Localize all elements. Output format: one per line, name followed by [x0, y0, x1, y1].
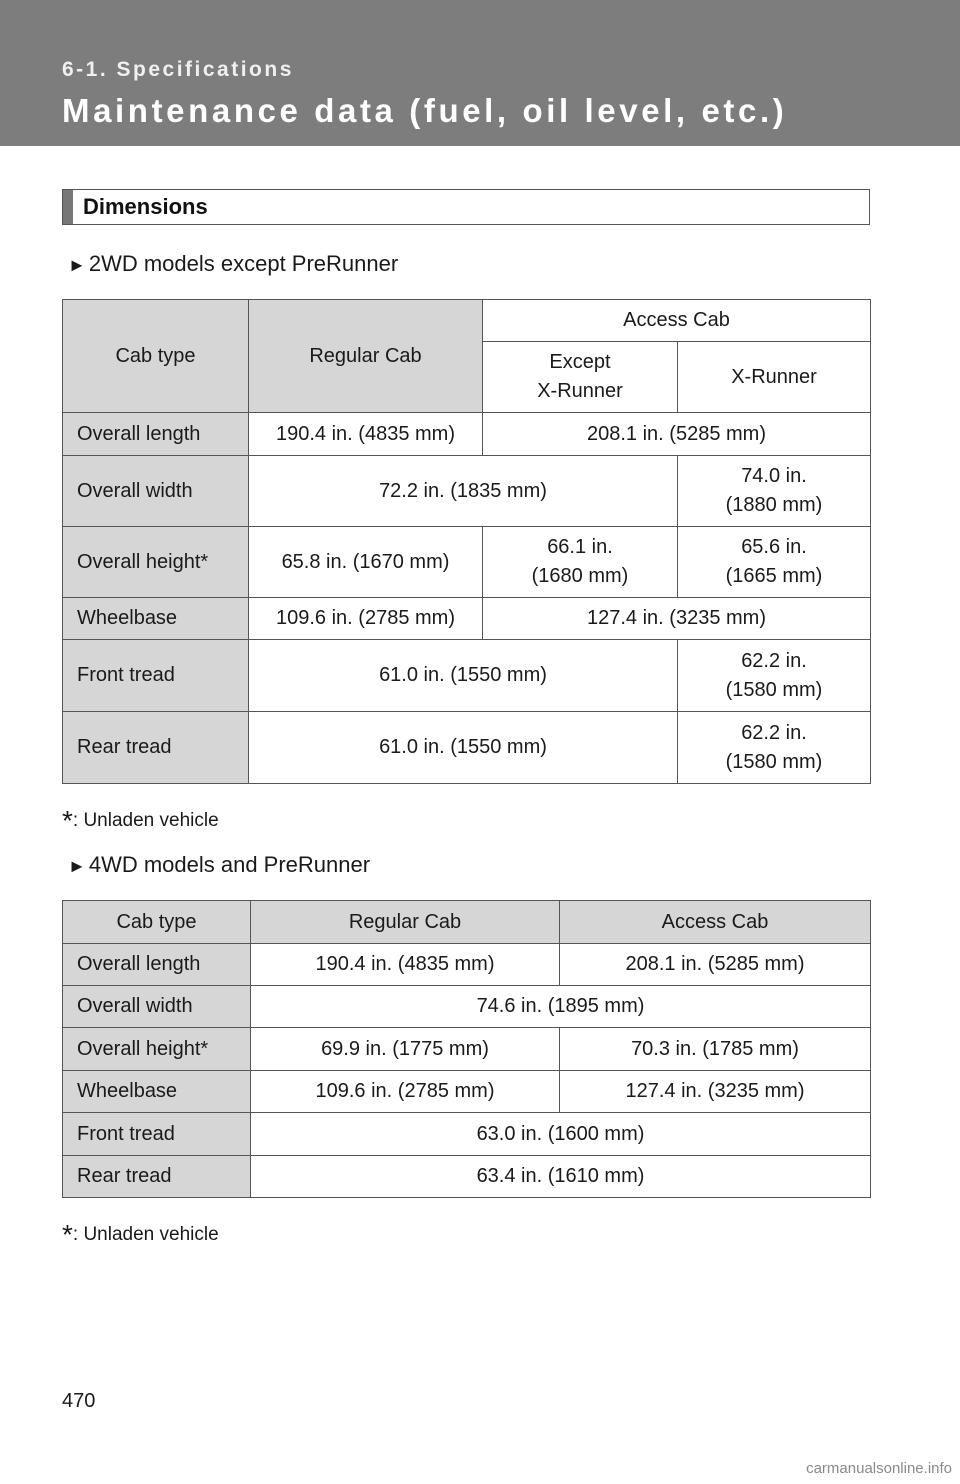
table-row: [63, 640, 871, 712]
dimensions-table-2wd: [62, 299, 871, 784]
cell-value: 61.0 in. (1550 mm): [249, 640, 678, 712]
cell-value: 109.6 in. (2785 mm): [249, 598, 483, 640]
table1-heading-text: 2WD models except PreRunner: [88, 251, 399, 276]
header-except-xrunner: Except X-Runner: [483, 342, 678, 413]
cell-value: 190.4 in. (4835 mm): [249, 413, 483, 456]
footnote-2: [62, 1219, 219, 1251]
page-header: [0, 0, 960, 146]
cell-value: 63.4 in. (1610 mm): [251, 1156, 871, 1198]
row-label: Front tread: [63, 640, 249, 712]
section-label: 6-1. Specifications: [62, 58, 294, 81]
page-title: Maintenance data (fuel, oil level, etc.): [62, 92, 788, 129]
header-regular-cab: Regular Cab: [251, 901, 560, 944]
row-label: Wheelbase: [63, 598, 249, 640]
header-xrunner: X-Runner: [678, 342, 871, 413]
cell-value: 74.0 in. (1880 mm): [678, 456, 871, 527]
page-number: 470: [62, 1390, 96, 1412]
row-label: Overall length: [63, 944, 251, 986]
header-regular-cab: Regular Cab: [249, 300, 483, 413]
watermark: carmanualsonline.info: [806, 1460, 952, 1477]
header-cab-type: Cab type: [63, 901, 251, 944]
row-label: Rear tread: [63, 712, 249, 784]
header-access-cab: Access Cab: [560, 901, 871, 944]
table-row: [63, 1156, 871, 1198]
row-label: Overall width: [63, 986, 251, 1028]
row-label: Overall width: [63, 456, 249, 527]
arrow-right-icon: ►: [68, 255, 86, 275]
footnote-text: : Unladen vehicle: [72, 1224, 219, 1245]
cell-value: 62.2 in. (1580 mm): [678, 640, 871, 712]
cell-value: 109.6 in. (2785 mm): [251, 1071, 560, 1113]
table-row: [63, 901, 871, 944]
cell-value: 190.4 in. (4835 mm): [251, 944, 560, 986]
footnote-text: : Unladen vehicle: [72, 810, 219, 831]
dimensions-table-4wd: [62, 900, 871, 1198]
cell-value: 62.2 in. (1580 mm): [678, 712, 871, 784]
row-label: Overall length: [63, 413, 249, 456]
table-row: [63, 986, 871, 1028]
cell-value: 127.4 in. (3235 mm): [560, 1071, 871, 1113]
footnote-star: *: [62, 805, 73, 836]
table2-heading: [68, 852, 370, 878]
table-row: [63, 300, 871, 342]
cell-value: 208.1 in. (5285 mm): [560, 944, 871, 986]
table-row: [63, 456, 871, 527]
cell-value: 127.4 in. (3235 mm): [483, 598, 871, 640]
footnote-1: [62, 805, 219, 837]
table-row: [63, 1071, 871, 1113]
cell-value: 61.0 in. (1550 mm): [249, 712, 678, 784]
table-row: [63, 1113, 871, 1156]
cell-value: 70.3 in. (1785 mm): [560, 1028, 871, 1071]
cell-value: 72.2 in. (1835 mm): [249, 456, 678, 527]
cell-value: 69.9 in. (1775 mm): [251, 1028, 560, 1071]
table1-heading: [68, 251, 398, 277]
row-label: Wheelbase: [63, 1071, 251, 1113]
table-row: [63, 598, 871, 640]
table-row: [63, 712, 871, 784]
row-label: Rear tread: [63, 1156, 251, 1198]
arrow-right-icon: ►: [68, 856, 86, 876]
table-row: [63, 944, 871, 986]
cell-value: 208.1 in. (5285 mm): [483, 413, 871, 456]
row-label: Overall height*: [63, 527, 249, 598]
table-row: [63, 1028, 871, 1071]
table-row: [63, 527, 871, 598]
cell-value: 65.6 in. (1665 mm): [678, 527, 871, 598]
table-row: [63, 413, 871, 456]
cell-value: 65.8 in. (1670 mm): [249, 527, 483, 598]
table2-heading-text: 4WD models and PreRunner: [88, 852, 371, 877]
dimensions-heading: Dimensions: [83, 194, 208, 219]
cell-value: 66.1 in. (1680 mm): [483, 527, 678, 598]
heading-marker: [63, 190, 73, 224]
dimensions-heading-bar: [62, 189, 870, 225]
row-label: Overall height*: [63, 1028, 251, 1071]
cell-value: 63.0 in. (1600 mm): [251, 1113, 871, 1156]
cell-value: 74.6 in. (1895 mm): [251, 986, 871, 1028]
footnote-star: *: [62, 1219, 73, 1250]
header-cab-type: Cab type: [63, 300, 249, 413]
row-label: Front tread: [63, 1113, 251, 1156]
header-access-cab: Access Cab: [483, 300, 871, 342]
